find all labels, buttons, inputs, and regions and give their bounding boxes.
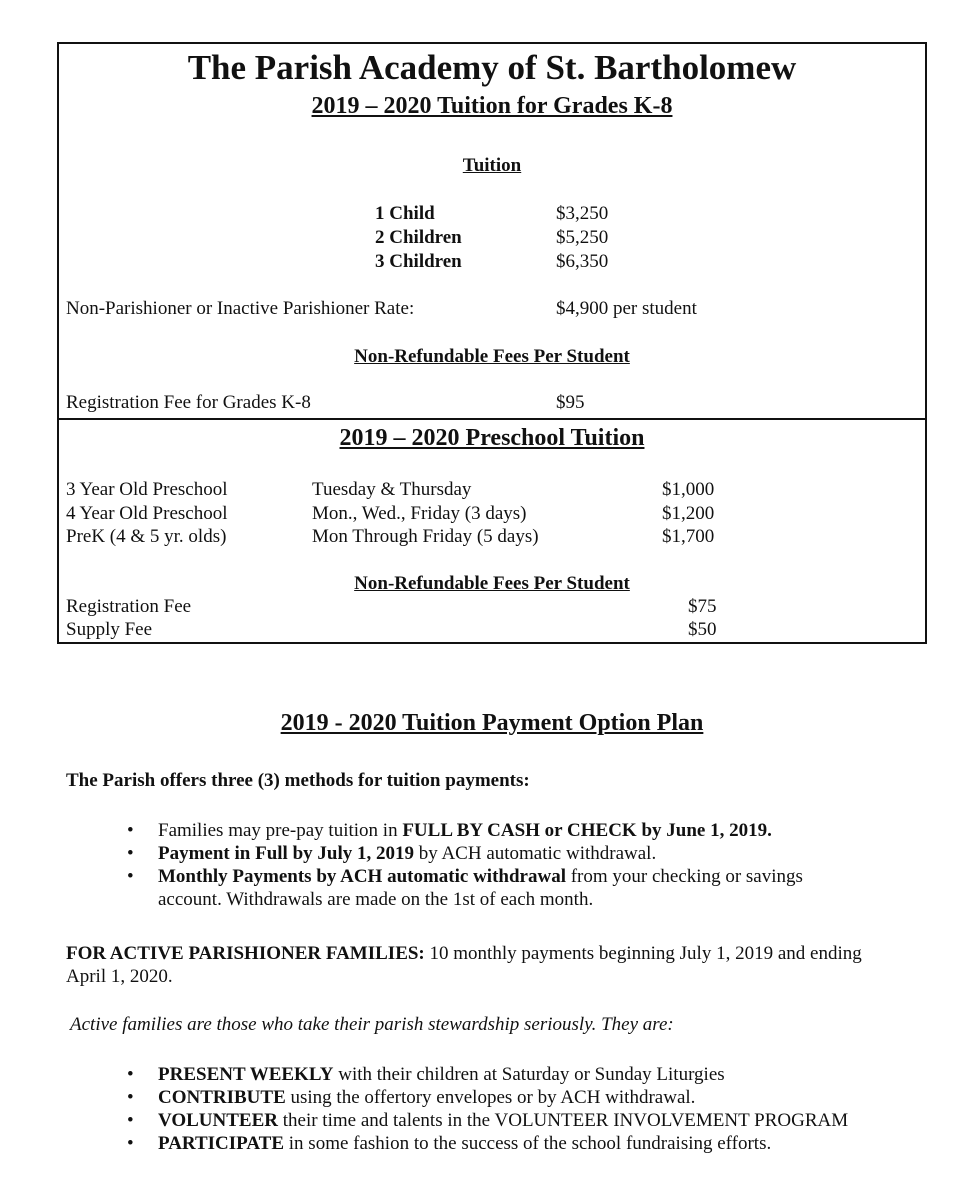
- preschool-amount: $1,000: [662, 479, 715, 500]
- tuition-box: [57, 42, 927, 644]
- active-families-label: FOR ACTIVE PARISHIONER FAMILIES:: [66, 943, 425, 964]
- preschool-program: PreK (4 & 5 yr. olds): [66, 526, 227, 547]
- rate-amount: $3,250: [556, 203, 609, 224]
- list-item: • PRESENT WEEKLY with their children at Saturday or Sunday Liturgies: [127, 1064, 725, 1085]
- bullet-icon: •: [127, 1133, 134, 1154]
- preschool-days: Tuesday & Thursday: [312, 479, 472, 500]
- preschool-heading: 2019 – 2020 Preschool Tuition: [339, 425, 645, 451]
- preschool-program: 4 Year Old Preschool: [66, 503, 228, 524]
- rate-amount: $5,250: [556, 227, 609, 248]
- rate-amount: $6,350: [556, 251, 609, 272]
- non-parishioner-amount: $4,900 per student: [556, 298, 697, 319]
- list-item: • Payment in Full by July 1, 2019 by ACH automatic withdrawal.: [127, 843, 657, 864]
- preschool-fee-amount: $75: [688, 596, 717, 617]
- registration-fee-amount: $95: [556, 392, 585, 413]
- preschool-fee-label: Supply Fee: [66, 619, 153, 640]
- preschool-amount: $1,200: [662, 503, 715, 524]
- list-item: • CONTRIBUTE using the offertory envelopes or by ACH withdrawal.: [127, 1087, 696, 1108]
- payment-intro: The Parish offers three (3) methods for tuition payments:: [66, 770, 530, 791]
- rate-label: 3 Children: [375, 251, 462, 272]
- box-divider: [57, 418, 927, 420]
- preschool-days: Mon Through Friday (5 days): [312, 526, 539, 547]
- active-note: Active families are those who take their parish stewardship seriously. They are:: [70, 1014, 674, 1035]
- preschool-fees-heading: Non-Refundable Fees Per Student: [354, 573, 630, 594]
- rate-label: 2 Children: [375, 227, 462, 248]
- list-item: • Families may pre-pay tuition in FULL BY CASH or CHECK by June 1, 2019.: [127, 820, 772, 841]
- list-item: • Monthly Payments by ACH automatic withdrawal from your checking or savings account. Withdrawals are made on the 1st of each month.: [127, 866, 803, 910]
- bullet-icon: •: [127, 1110, 134, 1131]
- preschool-days: Mon., Wed., Friday (3 days): [312, 503, 527, 524]
- list-item: • VOLUNTEER their time and talents in the VOLUNTEER INVOLVEMENT PROGRAM: [127, 1110, 849, 1131]
- preschool-fee-label: Registration Fee: [66, 596, 192, 617]
- preschool-fee-amount: $50: [688, 619, 717, 640]
- rate-label: 1 Child: [375, 203, 435, 224]
- bullet-icon: •: [127, 843, 134, 864]
- criteria-list: [127, 1063, 907, 1155]
- bullet-icon: •: [127, 820, 134, 841]
- bullet-icon: •: [127, 1087, 134, 1108]
- payment-plan-title: 2019 - 2020 Tuition Payment Option Plan: [280, 710, 704, 736]
- page-subtitle: 2019 – 2020 Tuition for Grades K-8: [311, 93, 673, 119]
- list-item: • PARTICIPATE in some fashion to the success of the school fundraising efforts.: [127, 1133, 772, 1154]
- bullet-icon: •: [127, 1064, 134, 1085]
- registration-fee-label: Registration Fee for Grades K-8: [66, 392, 311, 413]
- preschool-program: 3 Year Old Preschool: [66, 479, 228, 500]
- k8-fees-heading: Non-Refundable Fees Per Student: [354, 346, 630, 367]
- active-families-text: 10 monthly payments beginning July 1, 2019 and ending April 1, 2020.: [66, 943, 862, 987]
- preschool-amount: $1,700: [662, 526, 715, 547]
- tuition-heading: Tuition: [462, 155, 522, 176]
- bullet-icon: •: [127, 866, 134, 887]
- payment-methods-list: [127, 819, 907, 911]
- non-parishioner-label: Non-Parishioner or Inactive Parishioner Rate:: [66, 298, 415, 319]
- active-families-paragraph: [66, 942, 886, 988]
- school-name: The Parish Academy of St. Bartholomew: [187, 48, 797, 87]
